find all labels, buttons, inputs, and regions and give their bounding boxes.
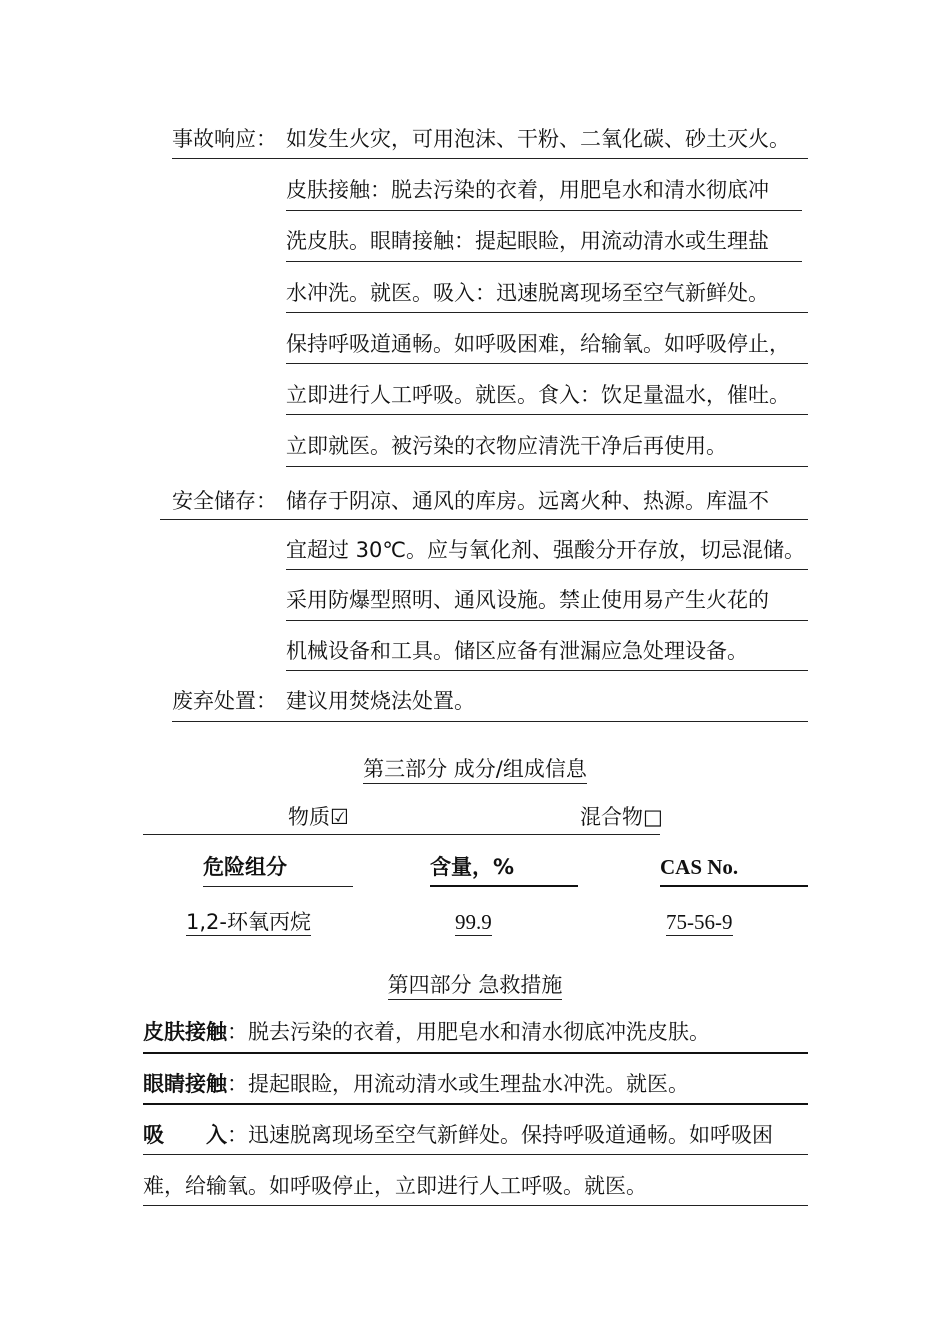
header-content-percent: 含量，%: [430, 855, 515, 879]
divider: [172, 721, 808, 722]
divider: [430, 885, 578, 887]
header-hazard-component: 危险组分: [203, 855, 287, 879]
first-aid-eye-label: 眼睛接触: [143, 1072, 227, 1096]
divider: [286, 312, 808, 313]
divider: [286, 363, 808, 364]
divider: [172, 158, 808, 159]
first-aid-eye-text: 提起眼睑，用流动清水或生理盐水冲洗。就医。: [248, 1072, 689, 1096]
mixture-checkbox-label: 混合物□: [580, 805, 663, 829]
divider: [143, 1154, 808, 1155]
accident-response-line: 立即进行人工呼吸。就医。食入：饮足量温水，催吐。: [286, 383, 790, 407]
divider: [143, 1205, 808, 1206]
divider: [660, 885, 808, 887]
disposal-label: 废弃处置：: [172, 689, 277, 713]
first-aid-skin-label: 皮肤接触: [143, 1020, 227, 1044]
header-cas-no: CAS No.: [660, 855, 739, 879]
storage-line: 采用防爆型照明、通风设施。禁止使用易产生火花的: [286, 588, 769, 612]
divider: [286, 261, 802, 262]
divider: [203, 886, 353, 887]
divider: [160, 519, 808, 520]
part4-title: 第四部分 急救措施: [0, 970, 950, 1000]
first-aid-skin-text: 脱去污染的衣着，用肥皂水和清水彻底冲洗皮肤。: [248, 1020, 710, 1044]
accident-response-line: 保持呼吸道通畅。如呼吸困难，给输氧。如呼吸停止，: [286, 332, 790, 356]
substance-checkbox-label: 物质☑: [288, 805, 349, 829]
first-aid-inhale: 吸 入：迅速脱离现场至空气新鲜处。保持呼吸道通畅。如呼吸困: [143, 1123, 773, 1147]
cell-cas-number: 75-56-9: [666, 910, 733, 934]
divider: [143, 1103, 808, 1105]
divider: [143, 834, 660, 835]
accident-response-line: 皮肤接触：脱去污染的衣着，用肥皂水和清水彻底冲: [286, 178, 769, 202]
first-aid-skin: 皮肤接触：脱去污染的衣着，用肥皂水和清水彻底冲洗皮肤。: [143, 1020, 710, 1044]
disposal-text: 建议用焚烧法处置。: [286, 689, 475, 713]
divider: [143, 1052, 808, 1054]
divider: [286, 210, 802, 211]
first-aid-inhale-label: 吸 入: [143, 1123, 227, 1147]
divider: [286, 620, 808, 621]
accident-response-label: 事故响应：: [172, 127, 277, 151]
cell-content-value: 99.9: [455, 910, 492, 934]
divider: [286, 466, 808, 467]
storage-label: 安全储存：: [172, 489, 277, 513]
accident-response-line: 水冲洗。就医。吸入：迅速脱离现场至空气新鲜处。: [286, 281, 769, 305]
divider: [286, 569, 808, 570]
first-aid-inhale-text: 迅速脱离现场至空气新鲜处。保持呼吸道通畅。如呼吸困: [248, 1123, 773, 1147]
divider: [286, 670, 808, 671]
accident-response-line: 洗皮肤。眼睛接触：提起眼睑，用流动清水或生理盐: [286, 229, 769, 253]
accident-response-line: 立即就医。被污染的衣物应清洗干净后再使用。: [286, 434, 727, 458]
cell-component-name: 1,2-环氧丙烷: [186, 910, 311, 934]
first-aid-eye: 眼睛接触：提起眼睑，用流动清水或生理盐水冲洗。就医。: [143, 1072, 689, 1096]
divider: [286, 414, 808, 415]
storage-line: 机械设备和工具。储区应备有泄漏应急处理设备。: [286, 639, 748, 663]
storage-line: 储存于阴凉、通风的库房。远离火种、热源。库温不: [286, 489, 769, 513]
part3-title: 第三部分 成分/组成信息: [0, 754, 950, 784]
first-aid-inhale-continued: 难，给输氧。如呼吸停止，立即进行人工呼吸。就医。: [143, 1174, 647, 1198]
storage-line: 宜超过 30℃。应与氧化剂、强酸分开存放，切忌混储。: [286, 538, 805, 562]
accident-response-line: 如发生火灾，可用泡沫、干粉、二氧化碳、砂土灭火。: [286, 127, 790, 151]
